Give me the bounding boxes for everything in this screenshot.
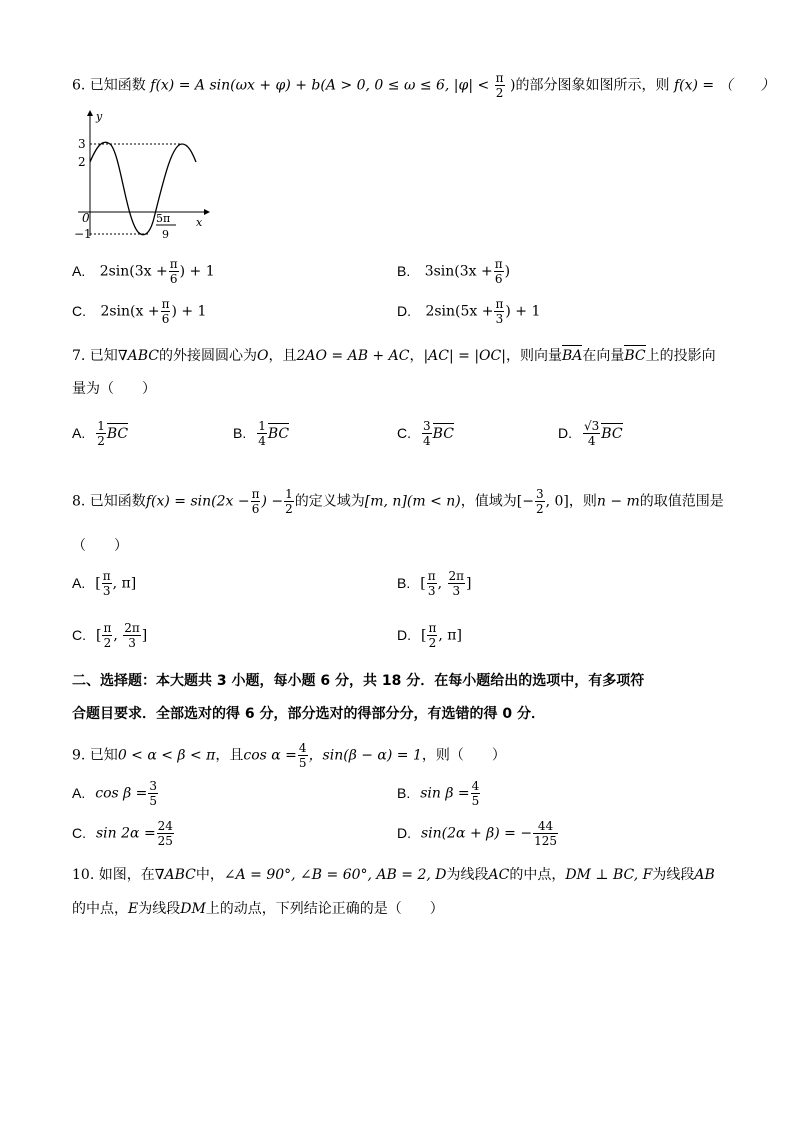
q8-stem: 8. 已知函数f(x) = sin(2x − $\frac{\pi}{6}$ ) − $\frac{1}{2}$ 的定义域为[m, n](m < n)，值域为[− $\frac{3}{2}$ , 0]，则n − m的取值范围是	[72, 487, 724, 516]
q6-option-a[interactable]: A. 2sin(3x + $\frac{\pi}{6}$ ) + 1	[72, 257, 215, 286]
section2-heading-line2: 合题目要求．全部选对的得 6 分，部分选对的得部分分，有选错的得 0 分．	[72, 706, 545, 722]
q9-option-d[interactable]: D. sin(2α + β) = − $\frac{44}{125}$	[397, 819, 557, 848]
q9-option-a[interactable]: A. cos β = $\frac{3}{5}$	[72, 779, 158, 808]
ym1-label: −1	[74, 227, 92, 241]
y-axis-label: y	[96, 110, 103, 123]
q7-option-b[interactable]: B. $\frac{1}{4}$ BC	[233, 419, 290, 448]
sine-curve	[90, 142, 196, 234]
q10-stem-line1: 10. 如图，在∇ABC中，∠A = 90°, ∠B = 60°, AB = 2, D为线段AC的中点，DM ⊥ BC, F为线段AB	[72, 867, 715, 883]
section2-heading-line1: 二、选择题：本大题共 3 小题，每小题 6 分，共 18 分．在每小题给出的选项中，有多项符	[72, 673, 645, 689]
q6-stem-post: )的部分图象如图所示，则	[510, 77, 670, 94]
q8-option-c[interactable]: C. [ $\frac{\pi}{2}$ , $\frac{2\pi}{3}$ ]	[72, 621, 148, 650]
q6-option-d[interactable]: D. 2sin(5x + $\frac{\pi}{3}$ ) + 1	[397, 297, 541, 326]
q8-paren: （ ）	[72, 538, 128, 554]
x-axis-arrow	[204, 209, 210, 215]
q10-stem-line2: 的中点，E为线段DM上的动点，下列结论正确的是（ ）	[72, 901, 444, 917]
q7-stem-line1: 7. 已知∇ABC的外接圆圆心为O，且2AO = AB + AC，|AC| = |OC|，则向量BA在向量BC上的投影向	[72, 348, 716, 364]
x-tick-num: 5π	[156, 212, 171, 225]
q6-pi-half: $\frac{\pi}{2}$	[495, 71, 504, 100]
q6-stem-end: f(x) = （ ）	[673, 77, 775, 94]
q6-graph	[70, 108, 210, 244]
q7-option-c[interactable]: C. $\frac{3}{4}$ BC	[397, 419, 454, 448]
x-tick-den: 9	[162, 228, 169, 241]
q7-option-d[interactable]: D. $\frac{√3}{4}$ BC	[558, 419, 623, 448]
origin-label: 0	[82, 211, 90, 225]
q6-option-b[interactable]: B. 3sin(3x + $\frac{\pi}{6}$ )	[397, 257, 511, 286]
q6-stem-text: 6. 已知函数	[72, 77, 146, 94]
q8-option-a[interactable]: A. [ $\frac{\pi}{3}$ , π]	[72, 569, 137, 598]
y-axis-arrow	[87, 110, 93, 116]
x-axis-label: x	[196, 216, 203, 229]
q7-option-a[interactable]: A. $\frac{1}{2}$ BC	[72, 419, 129, 448]
q8-option-b[interactable]: B. [ $\frac{\pi}{3}$ , $\frac{2\pi}{3}$ ]	[397, 569, 472, 598]
q8-option-d[interactable]: D. [ $\frac{\pi}{2}$ , π]	[397, 621, 462, 650]
q7-stem-line2: 量为（ ）	[72, 381, 156, 397]
q9-option-b[interactable]: B. sin β = $\frac{4}{5}$	[397, 779, 480, 808]
q9-stem: 9. 已知0 < α < β < π，且cos α = $\frac{4}{5}$ ，sin(β − α) = 1，则（ ）	[72, 741, 506, 770]
q6-function: f(x) = A sin(ωx + φ) + b(A > 0, 0 ≤ ω ≤ 6, |φ| <	[150, 77, 490, 94]
y2-label: 2	[78, 155, 86, 169]
y3-label: 3	[78, 137, 86, 151]
q6-option-c[interactable]: C. 2sin(x + $\frac{\pi}{6}$ ) + 1	[72, 297, 207, 326]
q9-option-c[interactable]: C. sin 2α = $\frac{24}{25}$	[72, 819, 173, 848]
q6-stem	[72, 72, 775, 99]
